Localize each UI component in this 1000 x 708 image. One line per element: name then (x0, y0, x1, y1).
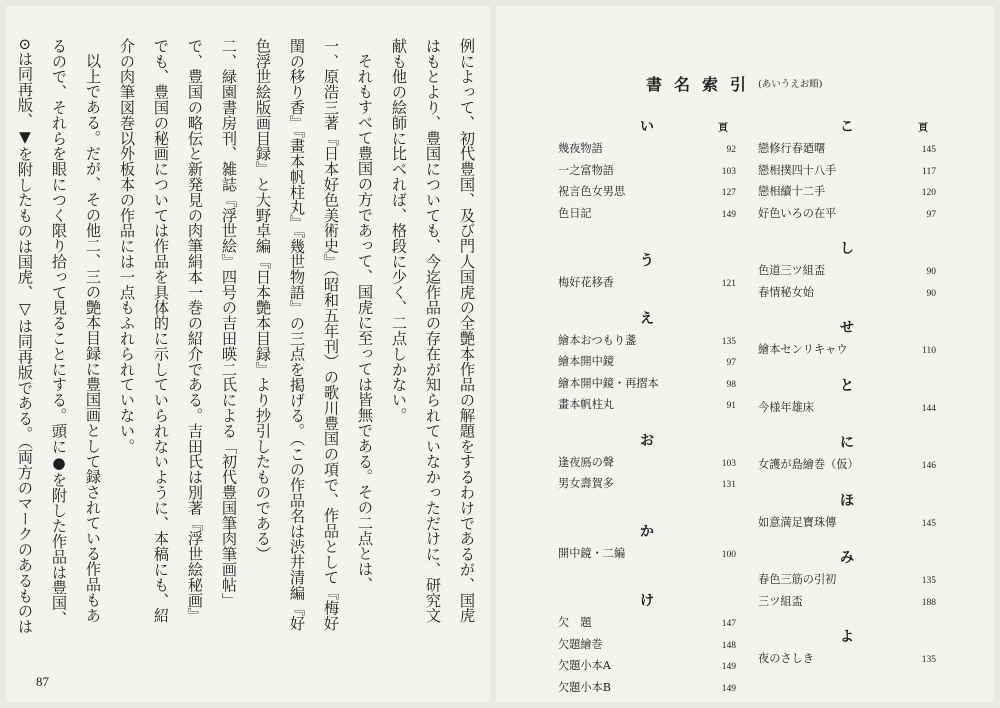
entry-title: 欠題小本B (558, 680, 611, 694)
entry-title: 色日記 (558, 206, 592, 220)
index-section-heading (758, 375, 936, 397)
entry-title: 一之富物語 (558, 163, 614, 177)
kana-label: み (840, 550, 854, 566)
index-entry (558, 545, 736, 567)
index-entry (558, 353, 736, 375)
index-entry (558, 454, 736, 476)
entry-title: 春色三筋の引初 (758, 573, 837, 586)
index-section-heading (558, 250, 736, 272)
index-entry (758, 183, 936, 205)
index-entry (758, 341, 936, 363)
index-column-right (758, 116, 936, 672)
entry-page-number: 149 (721, 662, 736, 672)
entry-title: 梅好花移香 (558, 276, 614, 289)
index-entry (758, 162, 936, 184)
paragraph: 例によって、初代豊国、及び門人国虎の全艶本作品の解題をするわけであるが、国虎はもとより、豊国についても、今迄作品の存在が知られていなかっただけに、研究文献も他の絵師に比べれば、格段に少く、二点しかない。 (390, 38, 476, 624)
index-entry (558, 162, 736, 184)
index-entry (558, 332, 736, 354)
entry-page-number: 97 (926, 209, 936, 220)
index-section-heading (758, 490, 936, 512)
entry-page-number: 131 (721, 480, 736, 490)
entry-title: 今様年雄床 (758, 400, 814, 414)
index-entry (558, 375, 736, 397)
index-section-heading (758, 238, 936, 260)
entry-title: 逢夜鳫の聲 (558, 455, 614, 469)
entry-title: 夜のさしき (758, 652, 814, 665)
entry-page-number: 147 (721, 619, 736, 629)
left-page (6, 6, 490, 702)
section-gap (558, 296, 736, 308)
paragraph: 二、緑園書房刊、雑誌『浮世絵』四号の吉田暎二氏による「初代豊国筆肉筆画帖」で、豊国の略伝と新発見の肉筆絹本一巻の紹介である。吉田氏は別著『浮世絵秘画』でも、豊国の秘画については作品を具体的に示していられないように、本稿にも、紹介の肉筆図巻以外板本の作品には一点もふれられていない。 (118, 38, 238, 624)
entry-page-number: 148 (721, 640, 736, 651)
index-section-heading (758, 317, 936, 339)
index-section-heading (558, 308, 736, 330)
index-entry (558, 475, 736, 497)
entry-title: 祝言色女男思 (558, 185, 626, 198)
right-page (496, 6, 994, 702)
entry-title: 開中鏡・二編 (558, 546, 626, 560)
section-gap (758, 305, 936, 317)
entry-title: 戀相續十二手 (758, 185, 826, 198)
index-section-heading (758, 432, 936, 454)
entry-page-number: 135 (921, 655, 936, 665)
entry-page-number: 149 (721, 683, 736, 694)
section-gap (558, 497, 736, 521)
index-entry (558, 679, 736, 701)
entry-title: 欠題小本A (558, 659, 611, 672)
entry-title: 春情秘女始 (758, 285, 814, 299)
entry-page-number: 145 (921, 145, 936, 155)
index-section-heading (558, 116, 736, 138)
entry-title: 欠 題 (558, 616, 592, 629)
kana-label: お (640, 432, 654, 449)
entry-page-number: 117 (922, 166, 936, 177)
section-gap (558, 226, 736, 250)
entry-page-number: 98 (726, 379, 736, 390)
entry-title: 色道三ツ組盃 (758, 264, 826, 277)
kana-label: ほ (840, 492, 854, 509)
entry-title: 好色いろの在平 (758, 206, 837, 220)
index-entry (758, 262, 936, 284)
index-entry (558, 396, 736, 418)
index-entry (758, 593, 936, 615)
entry-title: 欠題繪巻 (558, 637, 603, 651)
entry-page-number: 103 (721, 458, 736, 469)
kana-label: し (840, 241, 854, 257)
section-gap (758, 535, 936, 547)
section-gap (558, 566, 736, 590)
index-section-heading (758, 626, 936, 648)
index-entry (758, 399, 936, 421)
index-entry (758, 650, 936, 672)
entry-page-number: 100 (721, 549, 736, 560)
section-gap (758, 614, 936, 626)
index-entry (758, 456, 936, 478)
entry-page-number: 144 (921, 403, 936, 414)
paragraph: 以上である。だが、その他二、三の艶本目録に豊国画として録されている作品もあるので、それらを眼につく限り拾って見ることにする。頭に●を附した作品は豊国、⊙は同再版、▼を附したものは国虎、▽は同再版である。（両方のマークのあるものは (16, 38, 102, 635)
index-section-heading (558, 521, 736, 543)
index-entry (558, 183, 736, 205)
index-subtitle: (あいうえお順) (758, 79, 823, 90)
entry-title: 女護が島繪巻（仮） (758, 458, 859, 471)
kana-label: う (640, 253, 654, 269)
index-section-heading (558, 590, 736, 612)
entry-page-number: 145 (921, 518, 936, 529)
kana-label: け (640, 593, 654, 609)
entry-page-number: 97 (726, 358, 736, 368)
index-entry (758, 205, 936, 227)
entry-page-number: 135 (721, 336, 736, 347)
section-gap (758, 226, 936, 238)
kana-label: に (840, 435, 854, 451)
entry-page-number: 90 (926, 288, 936, 299)
entry-page-number: 91 (726, 401, 736, 411)
kana-label: こ (840, 119, 854, 135)
index-entry (558, 274, 736, 296)
paragraph: 一、原浩三著『日本好色美術史』（昭和五年刊）の歌川豊国の項で、作品として『梅好閨の移り香』『畫本帆柱丸』『幾世物語』の三点を掲げる。（この作品名は渋井清編『好色浮世絵版画目録』と大野卓編『日本艶本目録』より抄引したものである） (254, 38, 340, 632)
index-entry (758, 284, 936, 306)
kana-label: い (640, 119, 654, 135)
index-entry (758, 571, 936, 593)
kana-label: と (840, 377, 854, 394)
index-section-heading (558, 430, 736, 452)
entry-page-number: 121 (721, 279, 736, 289)
entry-title: 畫本帆柱丸 (558, 398, 614, 411)
entry-page-number: 149 (721, 209, 736, 220)
entry-title: 男女壽賀多 (558, 477, 614, 490)
index-entry (558, 205, 736, 227)
kana-label: か (640, 523, 654, 540)
entry-title: 繪本センリキャウ (758, 343, 848, 356)
index-entry (558, 140, 736, 162)
index-entry (558, 657, 736, 679)
index-column-left (558, 116, 736, 700)
entry-page-number: 103 (721, 166, 736, 177)
section-gap (558, 418, 736, 430)
entry-page-number: 92 (726, 145, 736, 155)
section-gap (758, 363, 936, 375)
entry-title: 戀相撲四十八手 (758, 163, 837, 177)
entry-page-number: 90 (926, 267, 936, 277)
entry-page-number: 188 (921, 597, 936, 608)
section-gap (758, 420, 936, 432)
index-entry (558, 636, 736, 658)
page-column-label: 頁 (718, 123, 728, 134)
entry-title: 戀修行春廼曙 (758, 142, 826, 155)
index-section-heading (758, 547, 936, 569)
entry-title: 三ツ組盃 (758, 594, 803, 608)
page-column-label: 頁 (918, 123, 928, 134)
index-entry (758, 514, 936, 536)
index-entry (758, 140, 936, 162)
entry-page-number: 135 (921, 576, 936, 586)
kana-label: よ (840, 629, 854, 645)
vertical-body-text (16, 38, 484, 638)
page-number: 87 (36, 674, 49, 689)
index-section-heading (758, 116, 936, 138)
entry-title: 繪本開中鏡・再摺本 (558, 376, 659, 390)
index-entry (558, 614, 736, 636)
index-title: 書名索引 (646, 75, 759, 94)
section-gap (758, 478, 936, 490)
entry-page-number: 120 (921, 188, 936, 198)
entry-title: 繪本開中鏡 (558, 355, 614, 368)
kana-label: せ (840, 320, 854, 336)
entry-title: 繪本おつもり盞 (558, 333, 637, 347)
entry-title: 幾夜物語 (558, 142, 603, 155)
kana-label: え (640, 310, 654, 327)
entry-title: 如意満足寶珠傳 (758, 515, 837, 529)
paragraph: それもすべて豊国の方であって、国虎に至っては皆無である。その二点とは、 (356, 53, 374, 593)
entry-page-number: 110 (922, 346, 936, 356)
entry-page-number: 127 (721, 188, 736, 198)
entry-page-number: 146 (921, 461, 936, 471)
